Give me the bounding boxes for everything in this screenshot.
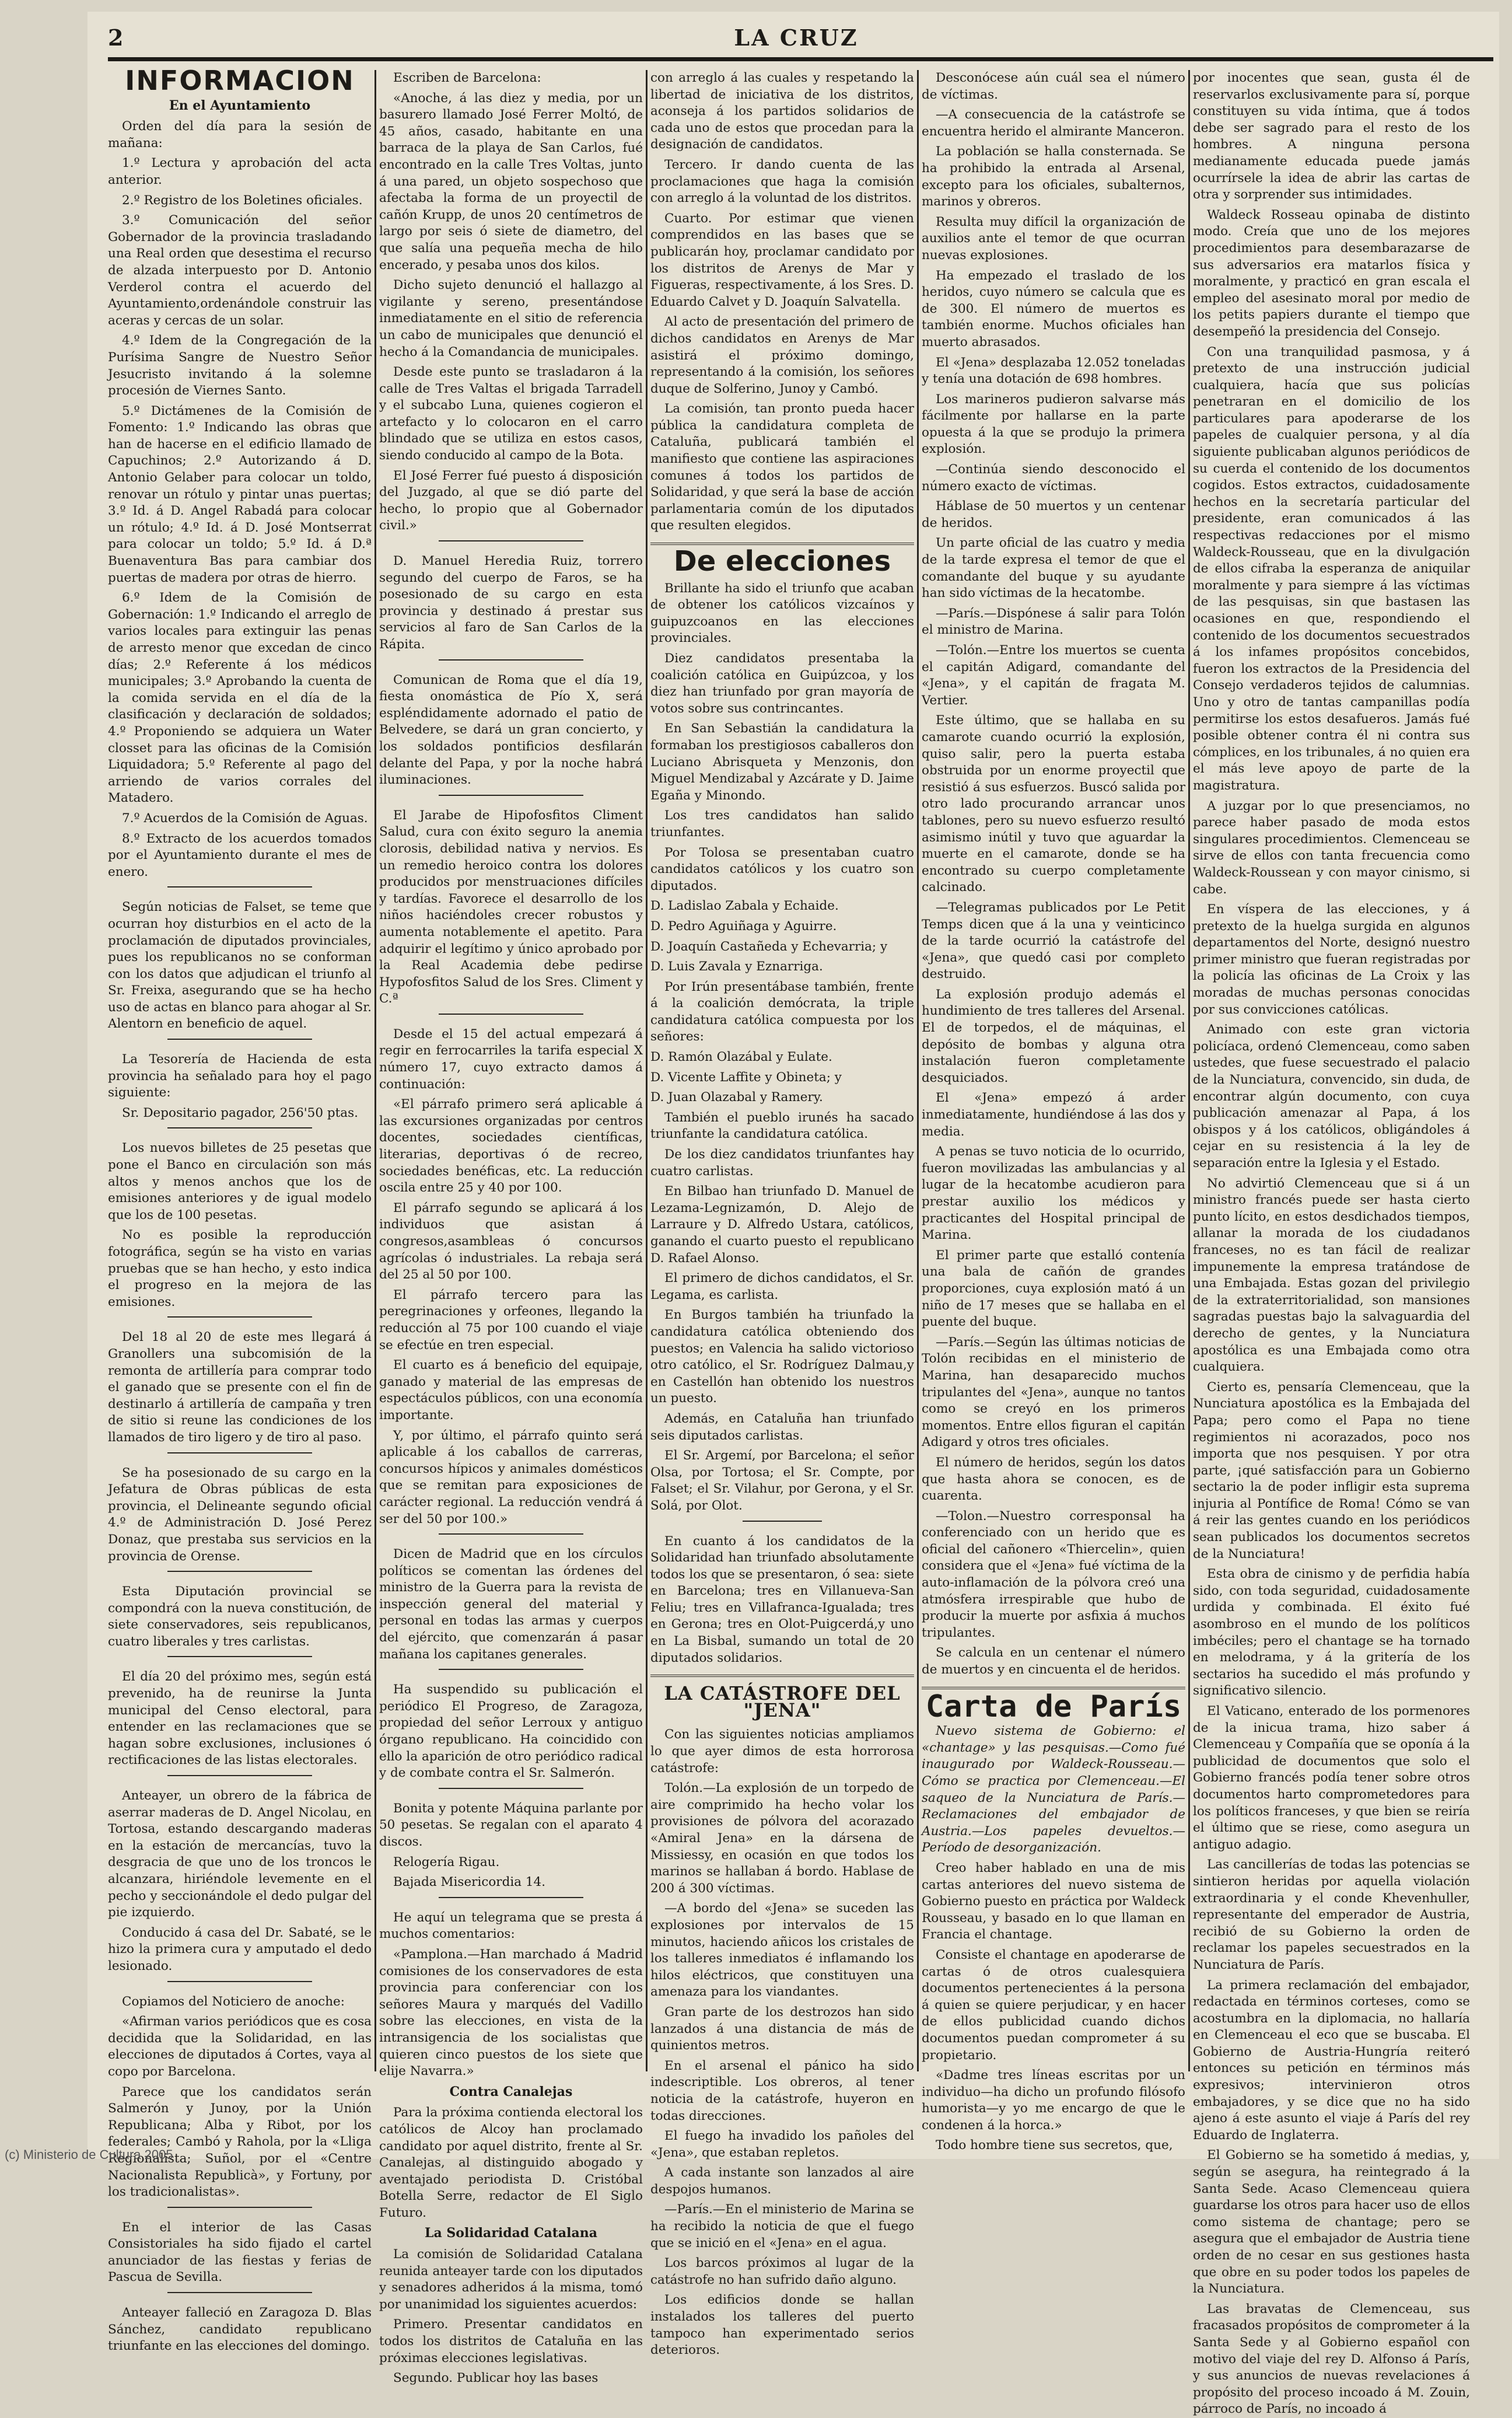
separator — [167, 1127, 313, 1134]
paragraph: En el arsenal el pánico ha sido indescriptible. Los obreros, al tener noticia de la catástrofe, huyeron en todas direcciones. — [650, 2058, 914, 2123]
paragraph: Al acto de presentación del primero de dichos candidatos en Arenys de Mar asistirá el próximo domingo, representando á la comisión, los señores duque de Solferino, Junoy y Cambó. — [650, 315, 914, 396]
paragraph: Los barcos próximos al lugar de la catástrofe no han sufrido daño alguno. — [650, 2256, 914, 2287]
page-number: 2 — [108, 25, 124, 51]
paragraph: También el pueblo irunés ha sacado triunfante la candidatura católica. — [650, 1110, 914, 1142]
separator — [439, 659, 584, 666]
paragraph: Los marineros pudieron salvarse más fácilmente por hallarse en la parte opuesta á la que se produjo la primera explosión. — [922, 392, 1185, 457]
paragraph: En San Sebastián la candidatura la formaban los prestigiosos caballeros don Luciano Abrisqueta y Menzonis, don Miguel Mendizabal y Azcárate y D. Jaime Egaña y Minondo. — [650, 721, 914, 803]
separator — [439, 1014, 584, 1021]
separator — [167, 886, 313, 893]
paragraph: D. Joaquín Castañeda y Echevarria; y — [650, 939, 888, 954]
separator — [439, 795, 584, 802]
advertisement-maquina: Bonita y potente Máquina parlante por 50 pesetas. Se regalan con el aparato 4 discos. — [379, 1801, 643, 1849]
separator — [167, 1656, 313, 1663]
paragraph: con arreglo á las cuales y respetando la libertad de iniciativa de los distritos, aconseja á los partidos solidarios de cada uno de estos que procedan para la designación de candidatos. — [650, 71, 914, 152]
paragraph: Comunican de Roma que el día 19, fiesta onomástica de Pío X, será espléndidamente adornado el patio de Belvedere, se dará un gran concierto, y los soldados pontificios desfilarán delante del Papa, y por la noche habrá iluminaciones. — [379, 672, 643, 788]
separator — [439, 1533, 584, 1540]
subheading-solidaridad: La Solidaridad Catalana — [425, 2225, 597, 2241]
paragraph: Se calcula en un centenar el número de muertos y en cincuenta el de heridos. — [922, 1645, 1185, 1678]
paragraph: D. Juan Olazabal y Ramery. — [650, 1090, 823, 1105]
paragraph: El «Jena» desplazaba 12.052 toneladas y tenía una dotación de 698 hombres. — [922, 355, 1185, 387]
paragraph: La población se halla consternada. Se ha prohibido la entrada al Arsenal, excepto para los oficiales, subalternos, marinos y obreros. — [922, 144, 1185, 209]
paragraph: El «Jena» empezó á arder inmediatamente, hundiéndose á las dos y media. — [922, 1091, 1185, 1139]
paragraph: Esta Diputación provincial se compondrá con la nueva constitución, de siete conservadores, seis republicanos, cuatro liberales y tres carlistas. — [108, 1584, 372, 1649]
paragraph: «Pamplona.—Han marchado á Madrid comisiones de los conservadores de esta provincia para conferenciar con los señores Maura y marqués del Vadillo sobre las elecciones, en vista de la intransigencia de los socialistas que quieren cinco puestos de los siete que elije Navarra.» — [379, 1947, 643, 2079]
heading-de-elecciones: De elecciones — [673, 545, 891, 578]
paragraph: —Tolón.—Entre los muertos se cuenta el capitán Adigard, comandante del «Jena», y el capitán de fragata M. Vertier. — [922, 643, 1185, 708]
paragraph: La explosión produjo además el hundimiento de tres talleres del Arsenal. El de torpedos, el de máquinas, el depósito de bombas y alguna otra instalación fueron completamente desquiciados. — [922, 987, 1185, 1085]
paragraph: D. Vicente Laffite y Obineta; y — [650, 1070, 842, 1085]
paragraph: Del 18 al 20 de este mes llegará á Granollers una subcomisión de la remonta de artillería para comprar todo el ganado que se presente con el fin de destinarlo á artillería de campaña y tren de sitio si reune las condiciones de los llamados de tiro ligero y de tiro al paso. — [108, 1330, 372, 1445]
paragraph: Desde el 15 del actual empezará á regir en ferrocarriles la tarifa especial X número 17, cuyo extracto damos á continuación: — [379, 1026, 643, 1092]
paragraph: Bajada Misericordia 14. — [393, 1875, 546, 1890]
paragraph: 5.º Dictámenes de la Comisión de Fomento: 1.º Indicando las obras que han de hacerse en el edificio llamado de Capuchinos; 2.º Autorizando á D. Antonio Gelaber para colocar un toldo, renovar un rótulo y pintar unas puertas; 3.º Id. á D. Angel Rabadá para colocar un rótulo; 4.º Id. á D. José Montserrat para colocar un toldo; 5.º Id. á D.ª Buenaventura Bas para cambiar dos puertas de madera por otras de hierro. — [108, 403, 372, 585]
paragraph: El fuego ha invadido los pañoles del «Jena», que estaban repletos. — [650, 2129, 914, 2160]
paragraph: En el interior de las Casas Consistoriales ha sido fijado el cartel anunciador de las fiestas y ferias de Pascua de Sevilla. — [108, 2220, 372, 2285]
paragraph: Waldeck Rosseau opinaba de distinto modo. Creía que uno de los mejores procedimientos para desembarazarse de sus adversarios era matarlos física y moralmente, y practicó en gran escala el empleo del asesinato moral por medio de los petits papiers durante el tiempo que desempeñó la presidencia del Consejo. — [1193, 207, 1470, 339]
column-rule — [374, 70, 376, 2071]
separator — [167, 1452, 313, 1459]
paragraph: Un parte oficial de las cuatro y media de la tarde expresa el temor de que el comandante del buque y su ayudante han sido víctimas de la hecatombe. — [922, 536, 1185, 601]
paragraph: Ha empezado el traslado de los heridos, cuyo número se calcula que es de 300. El número de muertos es también enorme. Muchos oficiales han muerto abrasados. — [922, 268, 1185, 350]
paragraph: El Sr. Argemí, por Barcelona; el señor Olsa, por Tortosa; el Sr. Compte, por Falset; el Sr. Vilahur, por Gerona, y el Sr. Solá, por Olot. — [650, 1448, 914, 1513]
column-2 — [379, 70, 643, 2386]
column-4 — [922, 70, 1185, 2153]
paragraph: Segundo. Publicar hoy las bases — [393, 2371, 598, 2386]
paragraph: La Tesorería de Hacienda de esta provincia ha señalado para hoy el pago siguiente: — [108, 1052, 372, 1100]
separator — [167, 1775, 313, 1782]
separator — [439, 1669, 584, 1676]
paragraph: Copiamos del Noticiero de anoche: — [122, 1994, 345, 2009]
advertisement-jarabe: El Jarabe de Hipofosfitos Climent Salud, cura con éxito seguro la anemia clorosis, debilidad nativa y nervios. Es un remedio heroico contra los dolores producidos por menstruaciones difíciles y tardías. Favorece el desarrollo de los niños haciéndoles crecer robustos y aumenta notablemente el apetito. Para adquirir el legítimo y único aprobado por la Real Academia debe pedirse Hypofosfitos Salud de los Sres. Climent y C.ª — [379, 808, 643, 1007]
separator — [439, 540, 584, 547]
paragraph: Este último, que se hallaba en su camarote cuando ocurrió la explosión, quiso salir, pero la puerta estaba obstruida por un enorme proyectil que resistió á sus esfuerzos. Buscó salida por otro lado procurando arrancar unos tablones, pero su nuevo esfuerzo resultó asimismo inútil y tuvo que aguardar la muerte en el camarote, donde se ha encontrado su cuerpo completamente calcinado. — [922, 713, 1185, 895]
paragraph: A juzgar por lo que presenciamos, no parece haber pasado de moda estos singulares procedimientos. Clemenceau se sirve de ellos con tanta frecuencia como Waldeck-Roussean y con mayor cinismo, si cabe. — [1193, 798, 1470, 897]
paragraph: Animado con este gran victoria policíaca, ordenó Clemenceau, como saben ustedes, que fuese secuestrado el palacio de la Nunciatura, convencido, sin duda, de encontrar algún documento, con cuya publicación amenazar al Papa, á los obispos y á los católicos, obligándoles á cejar en su resistencia á la ley de separación entre la Iglesia y el Estado. — [1193, 1022, 1470, 1170]
paragraph: —Continúa siendo desconocido el número exacto de víctimas. — [922, 462, 1185, 494]
heading-carta-de-paris: Carta de París — [925, 1689, 1182, 1724]
paragraph: Primero. Presentar candidatos en todos los distritos de Cataluña en las próximas elecciones legislativas. — [379, 2317, 643, 2365]
header-rule — [108, 57, 1493, 61]
paragraph: No advirtió Clemenceau que si á un ministro francés puede ser hasta cierto punto lícito, en estos desdichados tiempos, allanar la morada de los ciudadanos franceses, no es tan fácil de realizar impunemente la empresa tratándose de una Embajada. Estas gozan del privilegio de la extraterritorialidad, son mansiones sagradas puestas bajo la salvaguardia del derecho de gentes, y la Nunciatura apostólica es una Embajada como otra cualquiera. — [1193, 1176, 1470, 1375]
separator — [167, 1316, 313, 1323]
subheading-canalejas: Contra Canalejas — [449, 2084, 573, 2099]
paragraph: «Afirman varios periódicos que es cosa decidida que la Solidaridad, en las elecciones de diputados á Cortes, vaya al copo por Barcelona. — [108, 2014, 372, 2079]
paragraph: D. Pedro Aguiñaga y Aguirre. — [650, 918, 837, 934]
paragraph: Háblase de 50 muertos y un centenar de heridos. — [922, 499, 1185, 530]
copyright-notice: (c) Ministerio de Cultura 2005 — [5, 2147, 173, 2162]
paragraph: El número de heridos, según los datos que hasta ahora se conocen, es de cuarenta. — [922, 1455, 1185, 1504]
paragraph: Ha suspendido su publicación el periódico El Progreso, de Zaragoza, propiedad del señor Lerroux y antiguo órgano republicano. Ha coincidido con ello la aparición de otro periódico radical y de combate contra el Sr. Salmerón. — [379, 1682, 643, 1781]
paragraph: Todo hombre tiene sus secretos, que, — [936, 2138, 1173, 2153]
separator — [743, 1521, 822, 1528]
separator — [167, 1571, 313, 1578]
paragraph: Resulta muy difícil la organización de auxilios ante el temor de que ocurran nuevas explosiones. — [922, 214, 1185, 263]
paragraph: «Anoche, á las diez y media, por un basurero llamado José Ferrer Moltó, de 45 años, casado, habitante en una barraca de la playa de San Carlos, fué encontrado en la calle Tres Voltas, junto á una pared, un objeto sospechoso que afectaba la forma de un proyectil de cañón Krupp, de unos 20 centímetros de largo por seis ó siete de diametro, del que salía una pequeña mecha de hilo encerado, y pesaba unos dos kilos. — [379, 90, 643, 272]
paragraph: 7.º Acuerdos de la Comisión de Aguas. — [122, 810, 368, 826]
paragraph: D. Ramón Olazábal y Eulate. — [650, 1050, 832, 1065]
separator — [167, 2292, 313, 2299]
paragraph: El primer parte que estalló contenía una bala de cañón de grandes proporciones, cuya explosión mató á un niño de 17 meses que se hallaba en el puente del buque. — [922, 1248, 1185, 1330]
paragraph: Brillante ha sido el triunfo que acaban de obtener los católicos vizcaínos y guipuzcoanos en las elecciones provinciales. — [650, 581, 914, 646]
paragraph: —A bordo del «Jena» se suceden las explosiones por intervalos de 15 minutos, haciendo añicos los cristales de los talleres inmediatos é inflamando los hilos eléctricos, que constituyen una amenaza para los viandantes. — [650, 1901, 914, 2000]
paragraph: «Dadme tres líneas escritas por un individuo—ha dicho un profundo filósofo humorista—y yo me encargo de que le condenen á la horca.» — [922, 2068, 1185, 2133]
section-heading-informacion: INFORMACION — [125, 65, 355, 96]
paragraph: Con una tranquilidad pasmosa, y á pretexto de una instrucción judicial cualquiera, hacía que sus policías penetraran en el domicilio de los particulares para apoderarse de los papeles de cualquier persona, y al día siguiente publicaban algunos periódicos de su cuerda el contenido de los documentos cogidos. Estos extractos, cuidadosamente hechos en la secretaría particular del presidente, eran comunicados á las respectivas redacciones por el mismo Waldeck-Rousseau, que en la divulgación de ellos cifraba la esperanza de aniquilar moralmente y para siempre á las víctimas de las pesquisas, sin que bastasen las ocasiones en que, respondiendo el contenido de los documentos secuestrados á los infames propósitos concebidos, fueron los extractos de la Presidencia del Consejo verdaderos tejidos de calumnias. Uno y otro de tantas campanillas podía permitirse los estos desafueros. Jamás fué posible obtener contra él ni contra sus cómplices, en los tribunales, á no quien era el más leve apoyo de parte de la magistratura. — [1193, 344, 1470, 793]
paragraph: En víspera de las elecciones, y á pretexto de la huelga surgida en algunos departamentos del Norte, designó nuestro primer ministro que fueran registradas por la policía las oficinas de La Croix y las moradas de muchas personas conocidas por sus convicciones católicas. — [1193, 902, 1470, 1017]
paragraph: D. Ladislao Zabala y Echaide. — [650, 899, 839, 914]
double-rule — [650, 1675, 914, 1677]
paragraph: Por Tolosa se presentaban cuatro candidatos católicos y los cuatro son diputados. — [650, 845, 914, 893]
paragraph: 8.º Extracto de los acuerdos tomados por el Ayuntamiento durante el mes de enero. — [108, 831, 372, 879]
column-1 — [108, 65, 372, 2354]
paragraph: El párrafo tercero para las peregrinaciones y orfeones, llegando la reducción al 75 por 100 cuando el viaje se efectúe en tren especial. — [379, 1287, 643, 1353]
paragraph: 4.º Idem de la Congregación de la Purísima Sangre de Nuestro Señor Jesucristo invitando á la solemne procesión de Viernes Santo. — [108, 333, 372, 399]
paragraph: —París.—Dispónese á salir para Tolón el ministro de Marina. — [922, 606, 1185, 638]
paragraph: —Tolon.—Nuestro corresponsal ha conferenciado con un herido que es oficial del cañonero «Thiercelin», quien considera que el «Jena» fué víctima de la auto-inflamación de la pólvora creó una atmósfera irrespirable que hubo de producir la muerte por asfixia á muchos tripulantes. — [922, 1508, 1185, 1640]
paragraph: El José Ferrer fué puesto á disposición del Juzgado, al que se dió parte del hecho, lo propio que al Gobernador civil.» — [379, 468, 643, 533]
masthead: LA CRUZ — [734, 25, 859, 51]
paragraph: De los diez candidatos triunfantes hay cuatro carlistas. — [650, 1147, 914, 1179]
paragraph: Con las siguientes noticias ampliamos lo que ayer dimos de esta horrorosa catástrofe: — [650, 1727, 914, 1776]
paragraph: Además, en Cataluña han triunfado seis diputados carlistas. — [650, 1411, 914, 1443]
paragraph: Las bravatas de Clemenceau, sus fracasados propósitos de comprometer á la Santa Sede y al Gobierno español con motivo del viaje del rey D. Alfonso á París, y sus anuncios de nuevas revelaciones á propósito del proceso incoado á M. Zouin, párroco de París, no incoado á — [1193, 2301, 1470, 2417]
column-3 — [650, 70, 914, 2358]
paragraph: Y, por último, el párrafo quinto será aplicable á los caballos de carreras, concursos hípicos y animales domésticos que se remitan para exposiciones de carácter regional. La reducción vendrá á ser del 50 por 100.» — [379, 1428, 643, 1526]
paragraph: El Gobierno se ha sometido á medias, y, según se asegura, ha reintegrado á la Santa Sede. Acaso Clemenceau quiera guardarse los otros para hacer uso de ellos como sistema de chantage; pero se asegura que el embajador de Austria tiene orden de no cesar en sus gestiones hasta que obre en su poder todos los papeles de la Nunciatura. — [1193, 2148, 1470, 2297]
paragraph: D. Manuel Heredia Ruiz, torrero segundo del cuerpo de Faros, se ha posesionado de su cargo en esta provincia y destinado á prestar sus servicios al faro de San Carlos de la Rápita. — [379, 554, 643, 652]
paragraph: Los nuevos billetes de 25 pesetas que pone el Banco en circulación son más altos y menos anchos que los de emisiones anteriores y de igual modelo que los de 100 pesetas. — [108, 1141, 372, 1222]
paragraph: La comisión de Solidaridad Catalana reunida anteayer tarde con los diputados y senadores adheridos á la misma, tomó por unanimidad los siguientes acuerdos: — [379, 2247, 643, 2312]
paragraph: Dicen de Madrid que en los círculos políticos se comentan las órdenes del ministro de la Guerra para la revista de inspección general del material y personal en todas las armas y cuerpos del ejército, que comenzarán á pasar mañana los capitanes generales. — [379, 1547, 643, 1662]
paragraph: D. Luis Zavala y Eznarriga. — [650, 959, 823, 974]
paragraph: Consiste el chantage en apoderarse de cartas ó de otros cualesquiera documentos pertenecientes á la persona á quien se quiere perjudicar, y en hacer de ellos publicidad cuando dichos documentos puedan comprometer á su propietario. — [922, 1947, 1185, 2063]
paragraph: —París.—Según las últimas noticias de Tolón recibidas en el ministerio de Marina, han desaparecido muchos tripulantes del «Jena», aunque no tantos como se creyó en los primeros momentos. Entre ellos figuran el capitán Adigard y otros tres oficiales. — [922, 1334, 1185, 1450]
paragraph: En cuanto á los candidatos de la Solidaridad han triunfado absolutamente todos los que se presentaron, ó sea: siete en Barcelona; tres en Villanueva-San Feliu; tres en Villafranca-Igualada; tres en Gerona; tres en Olot-Puigcerdá,y uno en La Bisbal, sumando un total de 20 diputados solidarios. — [650, 1533, 914, 1665]
paragraph: En Burgos también ha triunfado la candidatura católica obteniendo dos puestos; en Valencia ha salido victorioso otro católico, el Sr. Rodríguez Dalmau,y en Castellón han obtenido los nuestros un puesto. — [650, 1308, 914, 1406]
paragraph: Por Irún presentábase también, frente á la coalición demócrata, la triple candidatura católica compuesta por los señores: — [650, 979, 914, 1044]
separator — [439, 1788, 584, 1795]
paragraph: La primera reclamación del embajador, redactada en términos corteses, como se acostumbra en la diplomacia, no hallaría en Clemenceau el eco que se buscaba. El Gobierno de Austria-Hungría reiteró entonces su petición en términos más expresivos; intervinieron otros embajadores, y se dice que no ha sido ajeno á este asunto el viaje á París del rey Eduardo de Inglaterra. — [1193, 1977, 1470, 2143]
paragraph: Para la próxima contienda electoral los católicos de Alcoy han proclamado candidato por aquel distrito, frente al Sr. Canalejas, al distinguido abogado y aventajado periodista D. Cristóbal Botella Serre, redactor de El Siglo Futuro. — [379, 2105, 643, 2220]
paragraph: El cuarto es á beneficio del equipaje, ganado y material de las empresas de espectáculos públicos, con una economía importante. — [379, 1358, 643, 1423]
paragraph: Creo haber hablado en una de mis cartas anteriores del nuevo sistema de Gobierno puesto en práctica por Waldeck Rousseau, y basado en lo que llaman en Francia el chantage. — [922, 1860, 1185, 1942]
paragraph: Gran parte de los destrozos han sido lanzados á una distancia de más de quinientos metros. — [650, 2004, 914, 2053]
paragraph: Tercero. Ir dando cuenta de las proclamaciones que haga la comisión con arreglo á la voluntad de los distritos. — [650, 157, 914, 206]
paragraph: El Vaticano, enterado de los pormenores de la inicua trama, hizo saber á Clemenceau y Compañía que se oponía á la publicidad de documentos que solo el Gobierno francés podía tener sobre otros documentos harto comprometedores para los políticos franceses, y que bien se reiría el último que se riese, como asegura un antiguo adagio. — [1193, 1704, 1470, 1852]
paragraph: Los tres candidatos han salido triunfantes. — [650, 808, 914, 840]
paragraph: 6.º Idem de la Comisión de Gobernación: 1.º Indicando el arreglo de varios locales para extinguir las penas de arresto menor que excedan de cinco días; 2.º Referente á los médicos municipales; 3.º Aprobando la cuenta de la comida servida en el día de la clasificación y declaración de soldados; 4.º Proponiendo se adquiera un Water closset para las oficinas de la Comisión Liquidadora; 5.º Referente al pago del arriendo de varios corrales del Matadero. — [108, 590, 372, 806]
paragraph: Anteayer falleció en Zaragoza D. Blas Sánchez, candidato republicano triunfante en las elecciones del domingo. — [108, 2305, 372, 2354]
paragraph: 1.º Lectura y aprobación del acta anterior. — [108, 156, 372, 187]
paragraph: Relogería Rigau. — [393, 1854, 500, 1870]
paragraph: No es posible la reproducción fotográfica, según se ha visto en varias pruebas que se han hecho, y esto indica el progreso en la mejora de las emisiones. — [108, 1228, 372, 1309]
paragraph: El primero de dichos candidatos, el Sr. Legama, es carlista. — [650, 1271, 914, 1302]
paragraph: Dicho sujeto denunció el hallazgo al vigilante y sereno, presentándose inmediatamente en el sitio de referencia un cabo de municipales que denunció el hecho á la Comandancia de municipales. — [379, 278, 643, 359]
separator — [439, 1897, 584, 1904]
paragraph: —A consecuencia de la catástrofe se encuentra herido el almirante Manceron. — [922, 107, 1185, 139]
paragraph: Tolón.—La explosión de un torpedo de aire comprimido ha hecho volar los provisiones de pólvora del acorazado «Amiral Jena» en la dársena de Missiessy, en ocasión en que todos los marinos se hallaban á bordo. Hablase de 200 á 300 víctimas. — [650, 1781, 914, 1896]
paragraph: He aquí un telegrama que se presta á muchos comentarios: — [379, 1910, 643, 1942]
paragraph: 2.º Registro de los Boletines oficiales. — [122, 193, 363, 208]
paragraph: A cada instante son lanzados al aire despojos humanos. — [650, 2165, 914, 2197]
paragraph: Sr. Depositario pagador, 256'50 ptas. — [122, 1105, 358, 1120]
paragraph: Los edificios donde se hallan instalados los talleres del puerto tampoco han experimentado serios deterioros. — [650, 2293, 914, 2358]
paragraph: Desde este punto se trasladaron á la calle de Tres Valtas el brigada Tarradell y el subcabo Luna, quienes cogieron el artefacto y lo colocaron en el carro blindado que se utiliza en estos casos, siendo conducido al campo de la Bota. — [379, 365, 643, 463]
page-header — [108, 25, 1485, 57]
paragraph: A penas se tuvo noticia de lo ocurrido, fueron movilizadas las ambulancias y al lugar de la hecatombe acudieron para prestar auxilio los médicos y practicantes del Hospital principal de Marina. — [922, 1144, 1185, 1243]
paragraph: Diez candidatos presentaba la coalición católica en Guipúzcoa, y los diez han triunfado por gran mayoría de votos sobre sus contrincantes. — [650, 651, 914, 716]
paragraph: —Telegramas publicados por Le Petit Temps dicen que á la una y veinticinco de la tarde ocurrió la catástrofe del «Jena», que quedó casi por completo destruido. — [922, 900, 1185, 982]
paragraph: Desconócese aún cuál sea el número de víctimas. — [922, 71, 1185, 102]
separator — [167, 1039, 313, 1046]
paragraph: por inocentes que sean, gusta él de reservarlos exclusivamente para sí, porque constituyen su vida íntima, que á todos debe ser sagrado para el resto de los hombres. A ninguna persona medianamente educada puede jamás ocurrírsele la idea de abrir las cartas de otra y sorprender sus intimidades. — [1193, 71, 1470, 202]
paragraph: «El párrafo primero será aplicable á las excursiones organizadas por centros docentes, sociedades científicas, literarias, deportivas ó de recreo, sociedades benéficas, etc. La reducción oscila entre 25 y 40 por 100. — [379, 1097, 643, 1196]
column-5 — [1193, 70, 1470, 2417]
paragraph: Según noticias de Falset, se teme que ocurran hoy disturbios en el acto de la proclamación de diputados provinciales, pues los republicanos no se conforman con los datos que adjudican el triunfo al Sr. Freixa, asegurando que se ha hecho uso de actas en blanco para ahogar al Sr. Alentorn en beneficio de aquel. — [108, 900, 372, 1032]
paragraph: En Bilbao han triunfado D. Manuel de Lezama-Legnizamón, D. Alejo de Larraure y D. Alfredo Ustara, católicos, ganando el cuarto puesto el republicano D. Rafael Alonso. — [650, 1184, 914, 1266]
paragraph: La comisión, tan pronto pueda hacer pública la candidatura completa de Cataluña, publicará también el manifiesto que contiene las aspiraciones comunes á todos los partidos de Solidaridad, y que será la base de acción parlamentaria común de los diputados que resulten elegidos. — [650, 401, 914, 533]
subheading-ayuntamiento: En el Ayuntamiento — [169, 97, 311, 113]
paragraph: Parece que los candidatos serán Salmerón y Junoy, por la Unión Republicana; Alba y Ribot, por los federales; Cambó y Rahola, por la «Lliga Regionalista; Suñol, por el «Centre Nacionalista Republicà», y Fortuny, por los tradicionalistas». — [108, 2084, 372, 2200]
paragraph: Cierto es, pensaría Clemenceau, que la Nunciatura apostólica es la Embajada del Papa; pero como el Papa no tiene regimientos ni acorazados, poco nos importa que nos pesquisen. Y por otra parte, ¡qué satisfacción para un Gobierno sectario la de poder infligir esta suprema injuria al Pontífice de Roma! Cómo se van á reir las gentes cuando en los periódicos sean publicados los documentos secretos de la Nunciatura! — [1193, 1379, 1470, 1561]
article-summary: Nuevo sistema de Gobierno: el «chantage» y las pesquisas.—Como fué inaugurado por Waldeck-Rousseau.—Cómo se practica por Clemenceau.—El saqueo de la Nunciatura de París.—Reclamaciones del embajador de Austria.—Los papeles devueltos.—Período de desorganización. — [922, 1724, 1185, 1856]
column-rule — [917, 70, 919, 2071]
paragraph: Escriben de Barcelona: — [393, 71, 541, 85]
column-rule — [646, 70, 648, 2071]
paragraph: Cuarto. Por estimar que vienen comprendidos en las bases que se publicarán hoy, proclamar candidato por los distritos de Arenys de Mar y Figueras, respectivamente, á los Sres. D. Eduardo Calvet y D. Joaquín Salvatella. — [650, 211, 914, 309]
separator — [167, 1981, 313, 1988]
heading-catastrofe-jena: LA CATÁSTROFE DEL "JENA" — [664, 1682, 901, 1721]
paragraph: Orden del día para la sesión de mañana: — [108, 119, 372, 151]
paragraph: Conducido á casa del Dr. Sabaté, se le hizo la primera cura y amputado el dedo lesionado. — [108, 1925, 372, 1973]
paragraph: El día 20 del próximo mes, según está prevenido, ha de reunirse la Junta municipal del Censo electoral, para entender en las reclamaciones que se hagan sobre exclusiones, inclusiones ó rectificaciones de las listas electorales. — [108, 1669, 372, 1768]
paragraph: Esta obra de cinismo y de perfidia había sido, con toda seguridad, cuidadosamente urdida y combinada. El éxito fué asombroso en el mundo de los políticos imbéciles; pero el chantage se ha tornado en melodrama, y á la gritería de los sectarios ha sucedido el más profundo y significativo silencio. — [1193, 1567, 1470, 1699]
separator — [167, 2207, 313, 2214]
paragraph: El párrafo segundo se aplicará á los individuos que asistan á congresos,asambleas ó concursos agrícolas ó industriales. La rebaja será del 25 al 50 por 100. — [379, 1200, 643, 1283]
paragraph: Anteayer, un obrero de la fábrica de aserrar maderas de D. Angel Nicolau, en Tortosa, estando descargando maderas en la estación de mercancías, tuvo la desgracia de que uno de los troncos le alcanzara, hiriéndole levemente en el pecho y seccionándole el dedo pulgar del pie izquierdo. — [108, 1788, 372, 1920]
paragraph: Las cancillerías de todas las potencias se sintieron heridas por aquella violación extraordinaria y el conde Khevenhuller, representante del emperador de Austria, recibió de su Gobierno la orden de reclamar los papeles secuestrados en la Nunciatura de París. — [1193, 1857, 1470, 1972]
paragraph: 3.º Comunicación del señor Gobernador de la provincia trasladando una Real orden que desestima el recurso de alzada interpuesto por D. Antonio Verderol contra el acuerdo del Ayuntamiento,ordenándole construir las aceras y cercas de un solar. — [108, 213, 372, 328]
column-rule — [1188, 70, 1190, 2071]
paragraph: Se ha posesionado de su cargo en la Jefatura de Obras públicas de esta provincia, el Delineante segundo oficial 4.º de Administración D. José Perez Donaz, que prestaba sus servicios en la provincia de Orense. — [108, 1465, 372, 1564]
paragraph: —París.—En el ministerio de Marina se ha recibido la noticia de que el fuego que se inició en el «Jena» en el agua. — [650, 2202, 914, 2251]
